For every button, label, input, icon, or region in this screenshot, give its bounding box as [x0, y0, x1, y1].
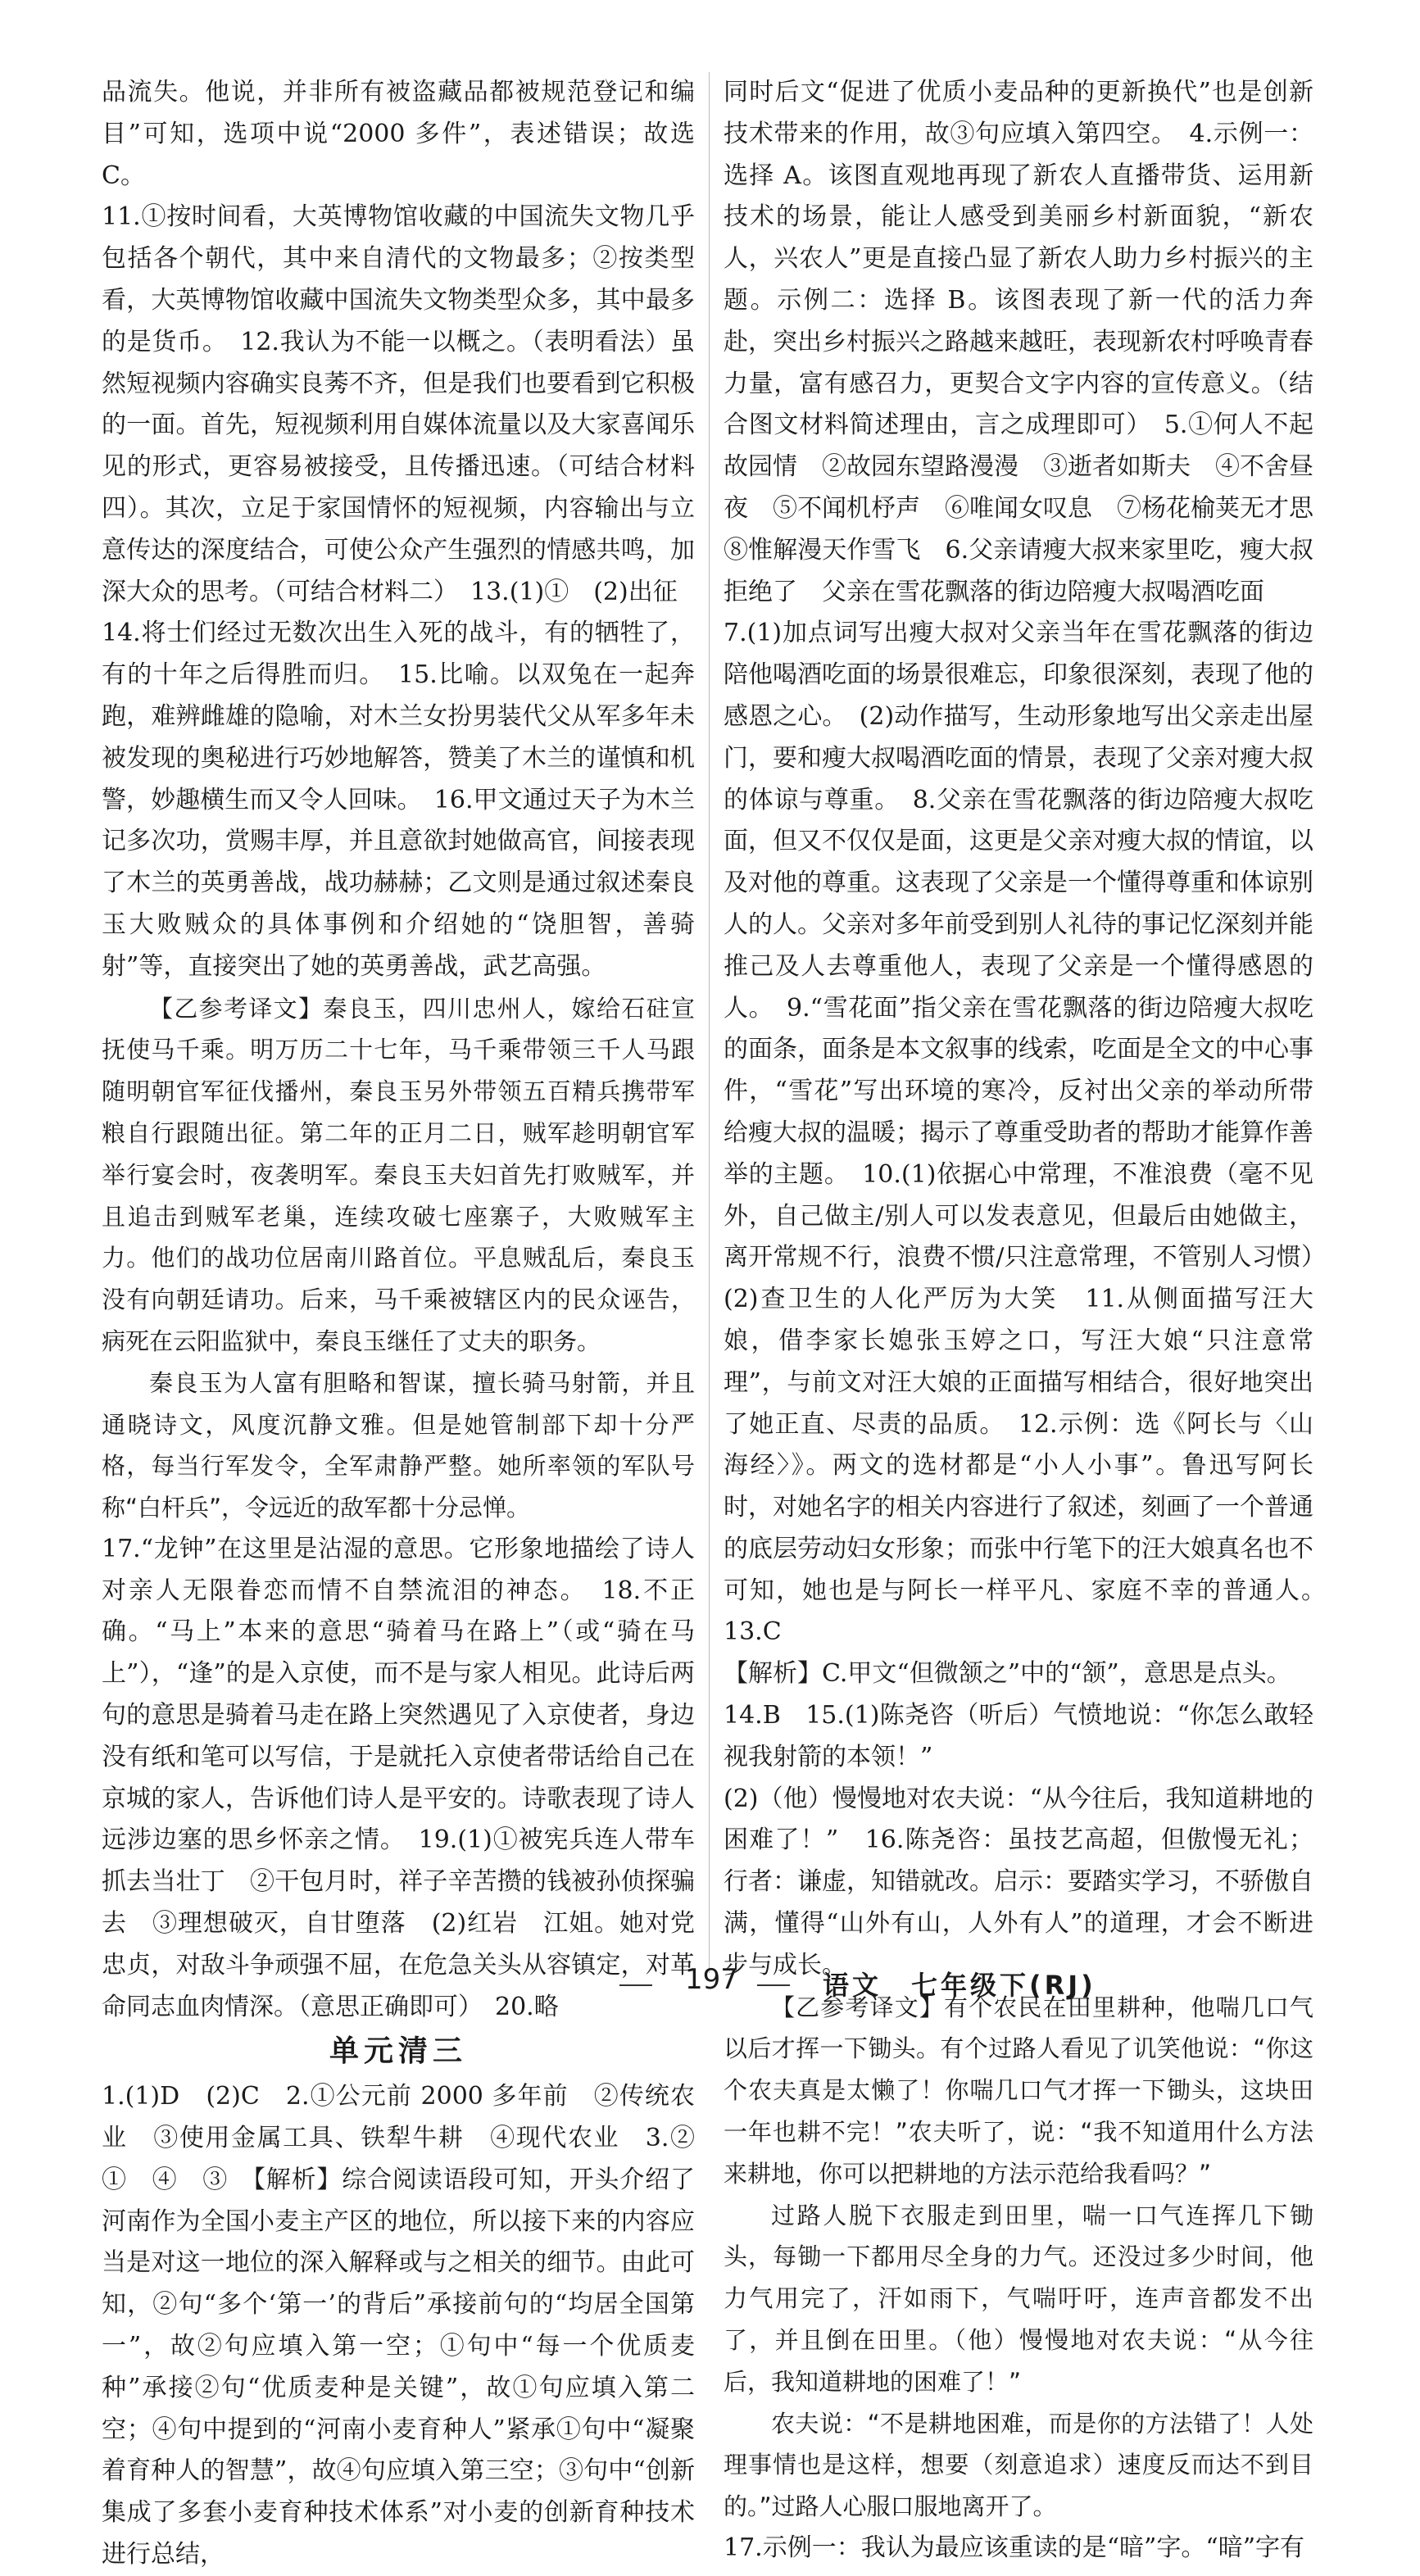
section-title: 单元清三: [329, 2034, 467, 2069]
footer-dash-right: [757, 1984, 790, 1986]
answer-paragraph: 14.B 15.(1)陈尧咨（听后）气愤地说：“你怎么敢轻视我射箭的本领！”: [724, 1701, 1313, 1771]
footer-dash-left: [619, 1984, 652, 1986]
answer-paragraph: 17.“龙钟”在这里是沾湿的意思。它形象地描绘了诗人对亲人无限眷恋而情不自禁流泪的神态。 18.不正确。“马上”本来的意思“骑着马在路上”（或“骑在马上”），“逢”的是入京使，而不是与家人相见。此诗后两句的意思是骑着马走在路上突然遇见了入京使者，身边没有纸和笔可以写信，于是就托入京使者带话给自己在京城的家人，告诉他们诗人是平安的。诗歌表现了诗人远涉边塞的思乡怀亲之情。 19.(1)①被宪兵连人带车抓去当壮丁 ②干包月时，祥子辛苦攒的钱被孙侦探骗去 ③理想破灭，自甘堕落 (2)红岩 江姐。她对党忠贞，对敌斗争顽强不屈，在危急关头从容镇定，对革命同志血肉情深。（意思正确即可） 20.略: [102, 1534, 695, 2021]
answer-paragraph: 1.(1)D (2)C 2.①公元前 2000 多年前 ②传统农业 ③使用金属工具、铁犁牛耕 ④现代农业 3.② ① ④ ③ 【解析】综合阅读语段可知，开头介绍了河南作为全国小麦主产区的地位，所以接下来的内容应当是对这一地位的深入解释或与之相关的细节。由此可知，②句“多个‘第一’的背后”承接前句的“均居全国第一”，故②句应填入第一空；①句中“每一个优质麦种”承接②句“优质麦种是关键”，故①句应填入第二空；④句中提到的“河南小麦育种人”紧承①句中“凝聚着育种人的智慧”，故④句应填入第三空；③句中“创新集成了多套小麦育种技术体系”对小麦的创新育种技术进行总结，: [102, 2082, 719, 2569]
answer-paragraph: 【解析】C.甲文“但微颔之”中的“颔”，意思是点头。: [724, 1659, 1291, 1689]
column-divider: [709, 72, 710, 1973]
answer-paragraph: 14.将士们经过无数次出生入死的战斗，有的牺牲了，有的十年之后得胜而归。 15.比喻。以双兔在一起奔跑，难辨雌雄的隐喻，对木兰女扮男装代父从军多年未被发现的奥秘进行巧妙地解答，赞美了木兰的谨慎和机警，妙趣横生而又令人回味。 16.甲文通过天子为木兰记多次功，赏赐丰厚，并且意欲封她做高官，间接表现了木兰的英勇善战，战功赫赫；乙文则是通过叙述秦良玉大败贼众的具体事例和介绍她的“饶胆智，善骑射”等，直接突出了她的英勇善战，武艺高强。: [102, 619, 695, 981]
answer-paragraph: 品流失。他说，并非所有被盗藏品都被规范登记和编目”可知，选项中说“2000 多件”，表述错误；故选 C。: [102, 78, 695, 190]
answer-paragraph: 同时后文“促进了优质小麦品种的更新换代”也是创新技术带来的作用，故③句应填入第四空。 4.示例一：选择 A。该图直观地再现了新农人直播带货、运用新技术的场景，能让人感受到美丽乡村新面貌，“新农人，兴农人”更是直接凸显了新农人助力乡村振兴的主题。示例二：选择 B。该图表现了新一代的活力奔赴，突出乡村振兴之路越来越旺，表现新农村呼唤青春力量，富有感召力，更契合文字内容的宣传意义。（结合图文材料简述理由，言之成理即可） 5.①何人不起故园情 ②故园东望路漫漫 ③逝者如斯夫 ④不舍昼夜 ⑤不闻机杼声 ⑥唯闻女叹息 ⑦杨花榆荚无才思 ⑧惟解漫天作雪飞 6.父亲请瘦大叔来家里吃，瘦大叔拒绝了 父亲在雪花飘落的街边陪瘦大叔喝酒吃面: [724, 78, 1338, 606]
translation-paragraph: 过路人脱下衣服走到田里，喘一口气连挥几下锄头，每锄一下都用尽全身的力气。还没过多少时间，他力气用完了，汗如雨下，气喘吁吁，连声音都发不出了，并且倒在田里。（他）慢慢地对农夫说：“从今往后，我知道耕地的困难了！”: [724, 2201, 1313, 2396]
answer-paragraph: (2)（他）慢慢地对农夫说：“从今往后，我知道耕地的困难了！” 16.陈尧咨：虽技艺高超，但傲慢无礼；行者：谦虚，知错就改。启示：要踏实学习，不骄傲自满，懂得“山外有山，人外有人”的道理，才会不断进步与成长。: [724, 1784, 1313, 1980]
translation-paragraph: 秦良玉为人富有胆略和智谋，擅长骑马射箭，并且通晓诗文，风度沉静文雅。但是她管制部下却十分严格，每当行军发令，全军肃静严整。她所率领的军队号称“白杆兵”，令远近的敌军都十分忌惮。: [102, 1368, 695, 1522]
answer-paragraph: 7.(1)加点词写出瘦大叔对父亲当年在雪花飘落的街边陪他喝酒吃面的场景很难忘，印象很深刻，表现了他的感恩之心。 (2)动作描写，生动形象地写出父亲走出屋门，要和瘦大叔喝酒吃面的情景，表现了父亲对瘦大叔的体谅与尊重。 8.父亲在雪花飘落的街边陪瘦大叔吃面，但又不仅仅是面，这更是父亲对瘦大叔的情谊，以及对他的尊重。这表现了父亲是一个懂得尊重和体谅别人的人。父亲对多年前受到别人礼待的事记忆深刻并能推己及人去尊重他人，表现了父亲是一个懂得感恩的人。 9.“雪花面”指父亲在雪花飘落的街边陪瘦大叔吃的面条，面条是本文叙事的线索，吃面是全文的中心事件，“雪花”写出环境的寒冷，反衬出父亲的举动所带给瘦大叔的温暖；揭示了尊重受助者的帮助才能算作善举的主题。 10.(1)依据心中常理，不准浪费（毫不见外，自己做主/别人可以发表意见，但最后由她做主，离开常规不行，浪费不惯/只注意常理，不管别人习惯） (2)查卫生的人化严厉为大笑 11.从侧面描写汪大娘，借李家长媳张玉婷之口，写汪大娘“只注意常理”，与前文对汪大娘的正面描写相结合，很好地突出了她正直、尽责的品质。 12.示例：选《阿长与〈山海经〉》。两文的选材都是“小人小事”。鲁迅写阿长时，对她名字的相关内容进行了叙述，刻画了一个普通的底层劳动妇女形象；而张中行笔下的汪大娘真名也不可知，她也是与阿长一样平凡、家庭不幸的普通人。 13.C: [724, 619, 1338, 1647]
page-number: 197: [685, 1963, 738, 1996]
translation-paragraph: 农夫说：“不是耕地困难，而是你的方法错了！人处理事情也是这样，想要（刻意追求）速度反而达不到目的。”过路人心服口服地离开了。: [724, 2409, 1313, 2521]
page-footer: [0, 1960, 1420, 2009]
answer-paragraph: 17.示例一：我认为最应该重读的是“暗”字。“暗”字有: [724, 2533, 1305, 2563]
subject-label: 语文 七年级下(RJ): [823, 1970, 1096, 2001]
translation-paragraph: 【乙参考译文】秦良玉，四川忠州人，嫁给石砫宣抚使马千乘。明万历二十七年，马千乘带领三千人马跟随明朝官军征伐播州，秦良玉另外带领五百精兵携带军粮自行跟随出征。第二年的正月二日，贼军趁明朝官军举行宴会时，夜袭明军。秦良玉夫妇首先打败贼军，并且追击到贼军老巢，连续攻破七座寨子，大败贼军主力。他们的战功位居南川路首位。平息贼乱后，秦良玉没有向朝廷请功。后来，马千乘被辖区内的民众诬告，病死在云阳监狱中，秦良玉继任了丈夫的职务。: [102, 994, 695, 1355]
right-column: [724, 72, 1338, 2569]
answer-paragraph: 11.①按时间看，大英博物馆收藏的中国流失文物几乎包括各个朝代，其中来自清代的文物最多；②按类型看，大英博物馆收藏中国流失文物类型众多，其中最多的是货币。 12.我认为不能一以概之。（表明看法）虽然短视频内容确实良莠不齐，但是我们也要看到它积极的一面。首先，短视频利用自媒体流量以及大家喜闻乐见的形式，更容易被接受，且传播迅速。（可结合材料四）。其次，立足于家国情怀的短视频，内容输出与立意传达的深度结合，可使公众产生强烈的情感共鸣，加深大众的思考。（可结合材料二） 13.(1)① (2)出征: [102, 202, 695, 606]
translation-paragraph: 【乙参考译文】有个农民在田里耕种，他喘几口气以后才挥一下锄头。有个过路人看见了讥笑他说：“你这个农夫真是太懒了！你喘几口气才挥一下锄头，这块田一年也耕不完！”农夫听了，说：“我不知道用什么方法来耕地，你可以把耕地的方法示范给我看吗？”: [724, 1993, 1313, 2188]
